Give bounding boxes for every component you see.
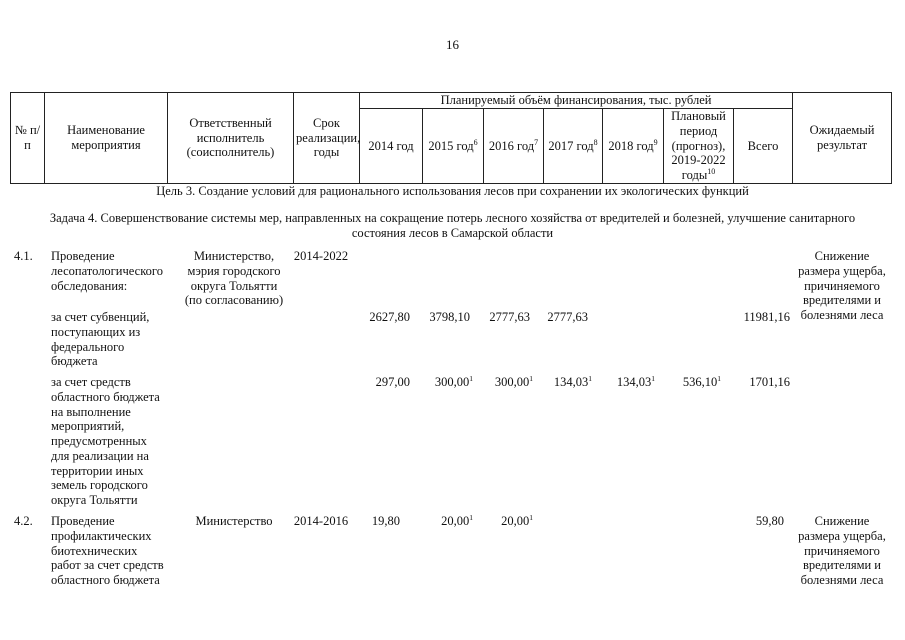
row-4-2-2015: 20,00$^1$ xyxy=(441,512,473,528)
row-4-1-sub-regional-name: за счет средств областного бюджета на выполнение мероприятий, предусмотренных для реализации на территории иных земель городского округа Тольятти xyxy=(51,375,160,507)
row-4-1-result: Снижение размера ущерба, причиняемого вредителями и болезнями леса xyxy=(798,249,886,322)
row-4-1-sub-federal-2015: 3798,10 xyxy=(429,310,470,324)
row-4-1-executor: Министерство, мэрия городского округа Тольятти (по согласованию) xyxy=(184,249,284,308)
row-4-1-name: Проведение лесопатологического обследования: xyxy=(51,249,163,293)
row-4-1-sub-regional-2018: 134,03$^1$ xyxy=(616,373,655,389)
header-year-2016: 2016 год$^7$ xyxy=(484,109,544,184)
row-4-2-total: 59,80 xyxy=(755,514,784,528)
row-4-1-sub-federal-2017: 2777,63 xyxy=(547,310,588,324)
row-4-1-sub-regional-total: 1701,16 xyxy=(749,375,790,389)
task-title: Задача 4. Совершенствование системы мер, направленных на сокращение потерь лесного хозяйства от вредителей и болезней, улучшение санитарного состояния лесов в Самарской области xyxy=(49,211,856,240)
row-4-1-sub-federal-name: за счет субвенций, поступающих из федерального бюджета xyxy=(51,310,150,369)
header-name: Наименование мероприятия xyxy=(45,93,168,184)
header-plan-period: Плановый период (прогноз), 2019-2022 годы$^{10}$ xyxy=(664,109,734,184)
row-4-1-sub-regional-plan: 536,10$^1$ xyxy=(682,373,721,389)
row-4-1-sub-federal-2016: 2777,63 xyxy=(489,310,530,324)
row-4-1-sub-regional-2016: 300,00$^1$ xyxy=(494,373,533,389)
header-year-2018: 2018 год$^9$ xyxy=(603,109,664,184)
row-4-1-number: 4.1. xyxy=(14,249,33,263)
header-funding-group: Планируемый объём финансирования, тыс. рублей xyxy=(360,93,793,109)
page-number: 16 xyxy=(446,37,459,52)
row-4-1-sub-federal-total: 11981,16 xyxy=(743,310,790,324)
row-4-1-sub-federal-2014: 2627,80 xyxy=(369,310,410,324)
header-year-2015: 2015 год$^6$ xyxy=(423,109,484,184)
row-4-2-term: 2014-2016 xyxy=(293,514,349,528)
header-num: № п/п xyxy=(11,93,45,184)
header-term: Срок реализации, годы xyxy=(294,93,360,184)
row-4-1-sub-regional-2014: 297,00 xyxy=(375,375,410,389)
header-executor: Ответственный исполнитель (соисполнитель) xyxy=(168,93,294,184)
row-4-1-term: 2014-2022 xyxy=(293,249,349,263)
row-4-2-2014: 19,80 xyxy=(371,514,400,528)
row-4-2-executor: Министерство xyxy=(195,514,273,528)
row-4-1-sub-regional-2017: 134,03$^1$ xyxy=(553,373,592,389)
header-year-2017: 2017 год$^8$ xyxy=(544,109,603,184)
row-4-2-name: Проведение профилактических биотехнических работ за счет средств областного бюджета xyxy=(51,514,164,587)
row-4-2-number: 4.2. xyxy=(14,514,33,528)
row-4-2-result: Снижение размера ущерба, причиняемого вредителями и болезнями леса xyxy=(798,514,886,587)
row-4-1-sub-regional-2015: 300,00$^1$ xyxy=(434,373,473,389)
header-year-2014: 2014 год xyxy=(360,109,423,184)
row-4-2-2016: 20,00$^1$ xyxy=(501,512,533,528)
header-result: Ожидаемый результат xyxy=(793,93,892,184)
header-total: Всего xyxy=(734,109,793,184)
goal-title: Цель 3. Создание условий для рационального использования лесов при сохранении их экологических функций xyxy=(156,184,749,198)
header-table xyxy=(10,92,892,184)
